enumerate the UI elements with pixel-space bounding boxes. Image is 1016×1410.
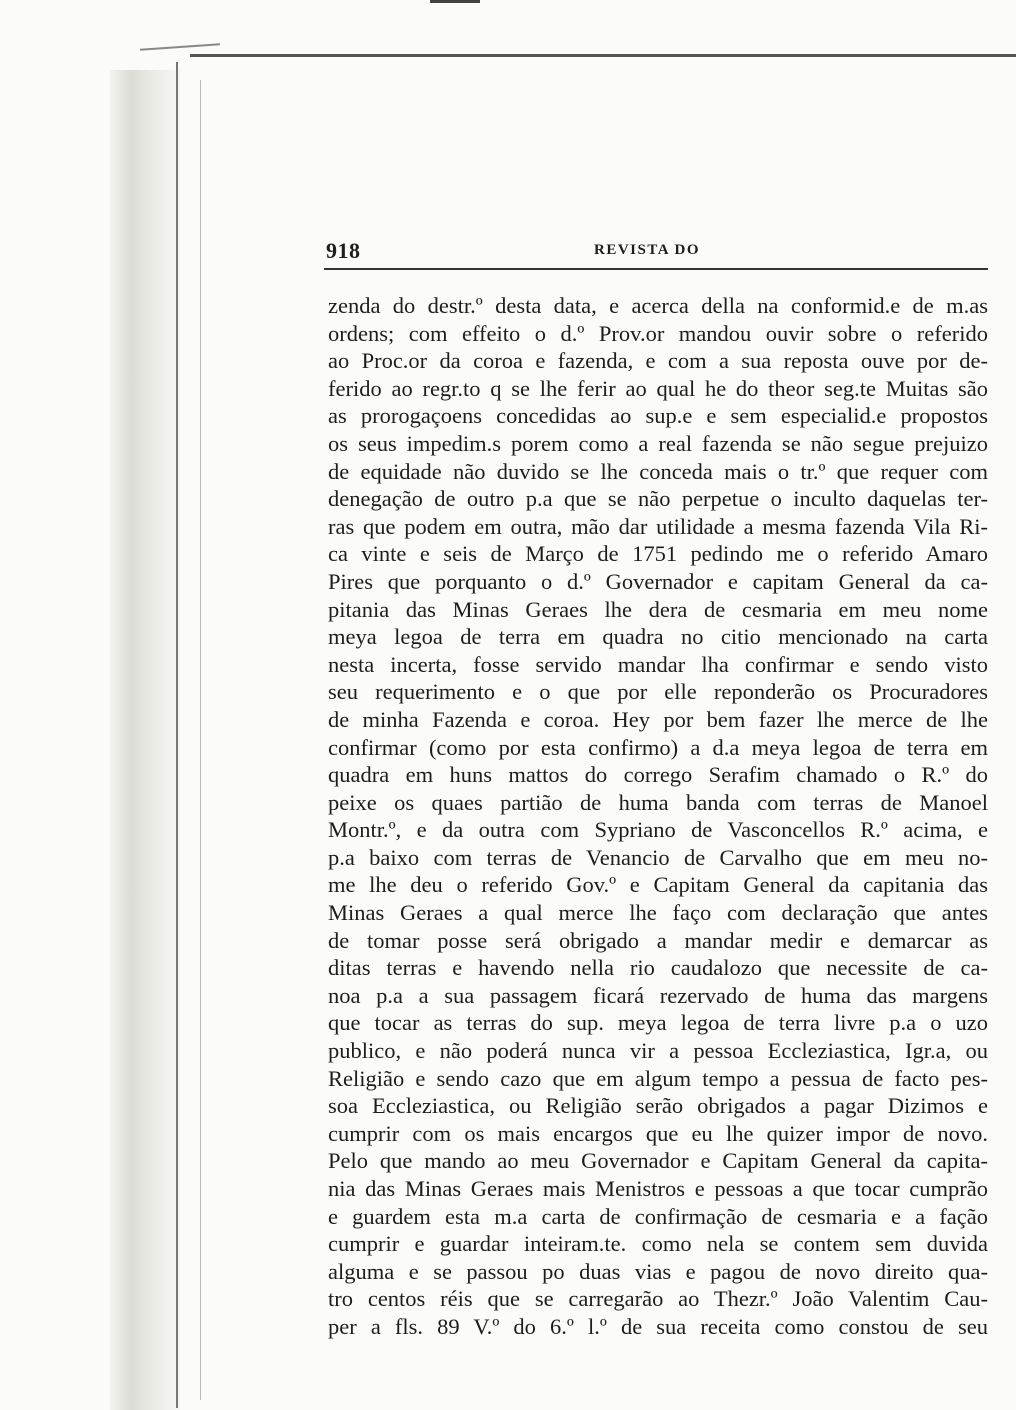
text-line: pitania das Minas Geraes lhe dera de cesmaria em meu nome: [328, 596, 988, 622]
text-line: quadra em huns mattos do corrego Serafim chamado o R.º do: [328, 762, 988, 788]
text-line: as prorogaçoens concedidas ao sup.e e sem especialid.e propostos: [328, 403, 988, 429]
body-text: [328, 292, 988, 1341]
text-line: de tomar posse será obrigado a mandar medir e demarcar as: [328, 927, 988, 953]
book-binding-shadow: [110, 70, 180, 1410]
text-line: de equidade não duvido se lhe conceda mais o tr.º que requer com: [328, 458, 988, 484]
text-line: per a fls. 89 V.º do 6.º l.º de sua receita como constou de seu: [328, 1313, 988, 1339]
text-line: ras que podem em outra, mão dar utilidade a mesma fazenda Vila Ri-: [328, 513, 988, 539]
text-line: cumprir e guardar inteiram.te. como nela se contem sem duvida: [328, 1231, 988, 1257]
binding-inner-line: [200, 80, 201, 1400]
text-line: Montr.º, e da outra com Sypriano de Vasconcellos R.º acima, e: [328, 817, 988, 843]
text-line: alguma e se passou po duas vias e pagou de novo direito qua-: [328, 1258, 988, 1284]
text-line: e guardem esta m.a carta de confirmação de cesmaria e a fação: [328, 1203, 988, 1229]
page-number: 918: [326, 238, 361, 263]
text-line: tro centos réis que se carregarão ao Thezr.º João Valentim Cau-: [328, 1286, 988, 1312]
text-line: Religião e sendo cazo que em algum tempo a pessua de facto pes-: [328, 1065, 988, 1091]
text-line: ferido ao regr.to q se lhe ferir ao qual he do theor seg.te Muitas são: [328, 375, 988, 401]
text-line: zenda do destr.º desta data, e acerca della na conformid.e de m.as: [328, 293, 988, 318]
text-line: p.a baixo com terras de Venancio de Carvalho que em meu no-: [328, 844, 988, 870]
text-line: peixe os quaes partião de huma banda com terras de Manoel: [328, 789, 988, 815]
text-line: que tocar as terras do sup. meya legoa de terra livre p.a o uzo: [328, 1010, 988, 1036]
page-edge-fold: [140, 43, 220, 51]
text-line: nia das Minas Geraes mais Menistros e pessoas a que tocar cumprão: [328, 1176, 988, 1201]
text-line: Minas Geraes a qual merce lhe faço com declaração que antes: [328, 900, 988, 926]
text-line: soa Eccleziastica, ou Religião serão obrigados a pagar Dizimos e: [328, 1093, 988, 1119]
text-line: ditas terras e havendo nella rio caudalozo que necessite de ca-: [328, 955, 988, 981]
top-mark: [430, 0, 480, 3]
text-line: noa p.a a sua passagem ficará rezervado de huma das margens: [328, 982, 988, 1008]
text-line: os seus impedim.s porem como a real fazenda se não segue prejuizo: [328, 430, 988, 456]
text-line: me lhe deu o referido Gov.º e Capitam General da capitania das: [328, 872, 988, 898]
text-line: cumprir com os mais encargos que eu lhe quizer impor de novo.: [328, 1120, 988, 1146]
text-line: Pires que porquanto o d.º Governador e capitam General da ca-: [328, 568, 988, 594]
text-line: confirmar (como por esta confirmo) a d.a meya legoa de terra em: [328, 734, 988, 760]
text-line: denegação de outro p.a que se não perpetue o inculto daquelas ter-: [328, 486, 988, 512]
text-line: meya legoa de terra em quadra no citio mencionado na carta: [328, 624, 988, 650]
page-top-edge: [190, 54, 1016, 57]
text-line: ao Proc.or da coroa e fazenda, e com a sua reposta ouve por de-: [328, 348, 988, 374]
text-line: Pelo que mando ao meu Governador e Capitam General da capita-: [328, 1148, 988, 1174]
page-header: [326, 238, 986, 268]
text-line: nesta incerta, fosse servido mandar lha confirmar e sendo visto: [328, 651, 988, 677]
text-line: de minha Fazenda e coroa. Hey por bem fazer lhe merce de lhe: [328, 706, 988, 732]
binding-edge-line: [176, 62, 178, 1408]
text-line: ordens; com effeito o d.º Prov.or mandou ouvir sobre o referido: [328, 320, 988, 346]
text-line: ca vinte e seis de Março de 1751 pedindo me o referido Amaro: [328, 541, 988, 567]
text-line: seu requerimento e o que por elle reponderão os Procuradores: [328, 679, 988, 705]
running-title: REVISTA DO: [594, 242, 700, 258]
text-line: publico, e não poderá nunca vir a pessoa Eccleziastica, Igr.a, ou: [328, 1038, 988, 1064]
header-rule: [324, 268, 988, 270]
